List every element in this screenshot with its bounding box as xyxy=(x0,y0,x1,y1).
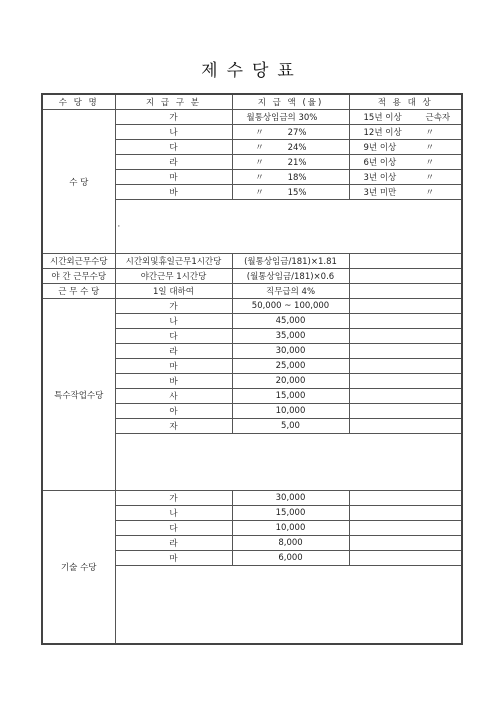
amount-cell xyxy=(232,110,349,125)
eligibility-text: 9년 이상 xyxy=(363,143,397,153)
night-basis: 야간근무 1시간당 xyxy=(115,269,232,284)
table-row xyxy=(42,110,462,125)
empty-cell xyxy=(349,284,462,299)
rate-text: 15% xyxy=(287,188,307,198)
eligibility-text: 6년 이상 xyxy=(363,158,397,168)
eligibility-cell xyxy=(349,155,462,170)
grade-cell: 라 xyxy=(115,536,232,551)
amount-cell xyxy=(232,125,349,140)
empty-cell xyxy=(349,359,462,374)
overtime-amount: (월통상임금/181)×1.81 xyxy=(232,254,349,269)
empty-cell xyxy=(349,551,462,566)
allowance-table xyxy=(41,93,463,645)
work-basis: 1일 대하여 xyxy=(115,284,232,299)
eligibility-cell xyxy=(349,125,462,140)
empty-cell xyxy=(349,299,462,314)
grade-cell: 가 xyxy=(115,110,232,125)
eligibility-text: 3년 미만 xyxy=(363,188,397,198)
group-label-special-work: 특수작업수당 xyxy=(42,299,115,491)
eligibility-text: 15년 이상 xyxy=(363,113,402,123)
blank-area xyxy=(115,566,462,645)
rate-text: 21% xyxy=(287,158,307,168)
ditto-mark: 〃 xyxy=(255,158,264,168)
grade-cell: 라 xyxy=(115,344,232,359)
grade-cell: 다 xyxy=(115,329,232,344)
header-row xyxy=(42,94,462,110)
amount-cell xyxy=(232,170,349,185)
grade-cell: 자 xyxy=(115,419,232,434)
grade-cell: 가 xyxy=(115,491,232,506)
group-label-skill: 기술 수당 xyxy=(42,491,115,645)
amount-cell: 35,000 xyxy=(232,329,349,344)
rate-text: 30% xyxy=(298,113,318,123)
night-allowance-label: 야 간 근무수당 xyxy=(42,269,115,284)
header-eligibility: 적 용 대 상 xyxy=(349,94,462,110)
ditto-mark: 〃 xyxy=(255,143,264,153)
grade-cell: 라 xyxy=(115,155,232,170)
empty-cell xyxy=(349,536,462,551)
table-row xyxy=(42,299,462,314)
empty-cell xyxy=(349,374,462,389)
amount-text: 월통상임금의 xyxy=(246,113,296,123)
rate-text: 24% xyxy=(287,143,307,153)
blank-area xyxy=(115,434,462,491)
table-row xyxy=(42,491,462,506)
amount-cell: 20,000 xyxy=(232,374,349,389)
page-title: 제수당표 xyxy=(201,61,303,81)
amount-cell: 15,000 xyxy=(232,506,349,521)
note-area: · xyxy=(115,200,462,254)
amount-cell: 45,000 xyxy=(232,314,349,329)
amount-cell: 30,000 xyxy=(232,344,349,359)
empty-cell xyxy=(349,329,462,344)
empty-cell xyxy=(349,491,462,506)
empty-cell xyxy=(349,389,462,404)
ditto-mark: 〃 xyxy=(425,143,435,153)
grade-cell: 아 xyxy=(115,404,232,419)
empty-cell xyxy=(349,506,462,521)
amount-cell: 50,000 ~ 100,000 xyxy=(232,299,349,314)
grade-cell: 마 xyxy=(115,551,232,566)
amount-cell: 10,000 xyxy=(232,521,349,536)
eligibility-note: 근속자 xyxy=(425,113,451,123)
ditto-mark: 〃 xyxy=(255,173,264,183)
eligibility-cell xyxy=(349,110,462,125)
empty-cell xyxy=(349,404,462,419)
overtime-basis: 시간외및휴일근무1시간당 xyxy=(115,254,232,269)
ditto-mark: 〃 xyxy=(425,128,435,138)
grade-cell: 마 xyxy=(115,170,232,185)
header-payment-amount: 지 급 액 (율) xyxy=(232,94,349,110)
ditto-mark: 〃 xyxy=(255,188,264,198)
empty-cell xyxy=(349,344,462,359)
amount-cell: 25,000 xyxy=(232,359,349,374)
ditto-mark: 〃 xyxy=(425,173,435,183)
grade-cell: 나 xyxy=(115,125,232,140)
group-label-sudang: 수 당 xyxy=(42,110,115,254)
eligibility-text: 12년 이상 xyxy=(363,128,402,138)
grade-cell: 바 xyxy=(115,374,232,389)
empty-cell xyxy=(349,254,462,269)
eligibility-text: 3년 이상 xyxy=(363,173,397,183)
work-amount: 직무급의 4% xyxy=(232,284,349,299)
grade-cell: 다 xyxy=(115,521,232,536)
work-allowance-label: 근 무 수 당 xyxy=(42,284,115,299)
empty-cell xyxy=(349,419,462,434)
amount-cell: 8,000 xyxy=(232,536,349,551)
rate-text: 18% xyxy=(287,173,307,183)
eligibility-cell xyxy=(349,170,462,185)
empty-cell xyxy=(349,521,462,536)
overtime-allowance-label: 시간외근무수당 xyxy=(42,254,115,269)
eligibility-cell xyxy=(349,140,462,155)
grade-cell: 마 xyxy=(115,359,232,374)
table-row xyxy=(42,254,462,269)
ditto-mark: 〃 xyxy=(425,188,435,198)
empty-cell xyxy=(349,314,462,329)
header-allowance-name: 수 당 명 xyxy=(42,94,115,110)
empty-cell xyxy=(349,269,462,284)
grade-cell: 나 xyxy=(115,506,232,521)
table-row xyxy=(42,269,462,284)
amount-cell xyxy=(232,140,349,155)
header-payment-category: 지 급 구 분 xyxy=(115,94,232,110)
amount-cell: 30,000 xyxy=(232,491,349,506)
ditto-mark: 〃 xyxy=(425,158,435,168)
eligibility-cell xyxy=(349,185,462,200)
amount-cell: 6,000 xyxy=(232,551,349,566)
night-amount: (월통상임금/181)×0.6 xyxy=(232,269,349,284)
grade-cell: 사 xyxy=(115,389,232,404)
grade-cell: 가 xyxy=(115,299,232,314)
amount-cell: 5,00 xyxy=(232,419,349,434)
grade-cell: 다 xyxy=(115,140,232,155)
ditto-mark: 〃 xyxy=(255,128,264,138)
grade-cell: 바 xyxy=(115,185,232,200)
grade-cell: 나 xyxy=(115,314,232,329)
amount-cell: 10,000 xyxy=(232,404,349,419)
amount-cell xyxy=(232,155,349,170)
rate-text: 27% xyxy=(287,128,307,138)
amount-cell xyxy=(232,185,349,200)
table-row xyxy=(42,284,462,299)
amount-cell: 15,000 xyxy=(232,389,349,404)
